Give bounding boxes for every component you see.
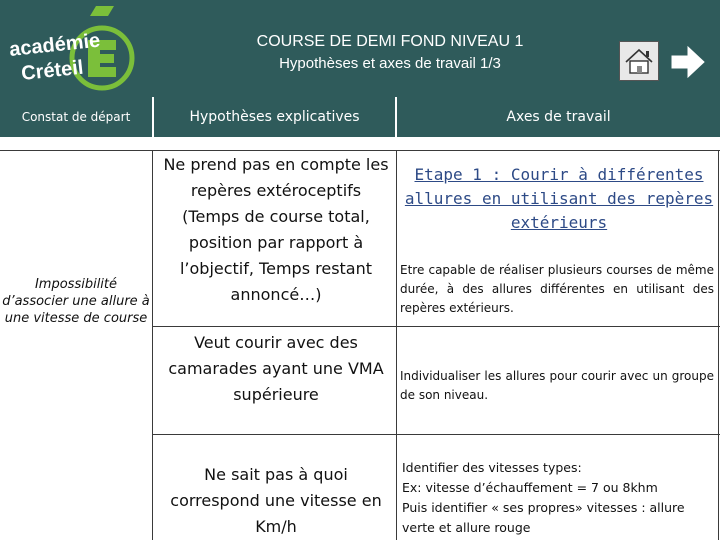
axe-item-2: Individualiser les allures pour courir avec un groupe de son niveau. xyxy=(400,369,714,402)
header-banner xyxy=(0,0,720,97)
table-divider-right xyxy=(718,150,719,540)
table-divider-row1 xyxy=(152,326,720,327)
constat-text: Impossibilité d’associer une allure à une vitesse de course xyxy=(2,277,150,326)
next-slide-button[interactable] xyxy=(668,44,708,80)
svg-text:Créteil: Créteil xyxy=(20,56,85,85)
table-divider-top xyxy=(0,150,720,151)
axe-step-title: Etape 1 : Courir à différentes allures en utilisant des repères extérieurs xyxy=(404,165,714,232)
table-divider-row2 xyxy=(152,434,720,435)
header-axes: Axes de travail xyxy=(397,97,720,137)
table-divider-col1 xyxy=(152,150,153,540)
arrow-right-icon xyxy=(668,44,708,80)
header-constat: Constat de départ xyxy=(0,97,152,137)
table-divider-col2 xyxy=(396,150,397,540)
home-button[interactable] xyxy=(619,41,659,81)
header-hypotheses: Hypothèses explicatives xyxy=(154,97,395,137)
hypothesis-2: Veut courir avec des camarades ayant une VMA supérieure xyxy=(168,333,384,404)
svg-text:académie: académie xyxy=(8,29,102,61)
page-subtitle: Hypothèses et axes de travail 1/3 xyxy=(279,55,501,72)
axe-item-3: Identifier des vitesses types: Ex: vitesse d’échauffement = 7 ou 8khm Puis identifier « ses propres» vitesses : allure verte et allure rouge xyxy=(402,460,685,535)
hypothesis-1: Ne prend pas en compte les repères extéroceptifs (Temps de course total, position par rapport à l’objectif, Temps restant annoncé…) xyxy=(163,155,389,304)
page-title: COURSE DE DEMI FOND NIVEAU 1 xyxy=(256,33,524,50)
hypothesis-3: Ne sait pas à quoi correspond une vitesse en Km/h xyxy=(170,465,382,536)
axe-item-1: Etre capable de réaliser plusieurs courses de même durée, à des allures différentes en utilisant des repères extérieurs. xyxy=(400,263,714,315)
home-icon xyxy=(620,42,658,80)
academie-creteil-logo xyxy=(4,2,144,94)
